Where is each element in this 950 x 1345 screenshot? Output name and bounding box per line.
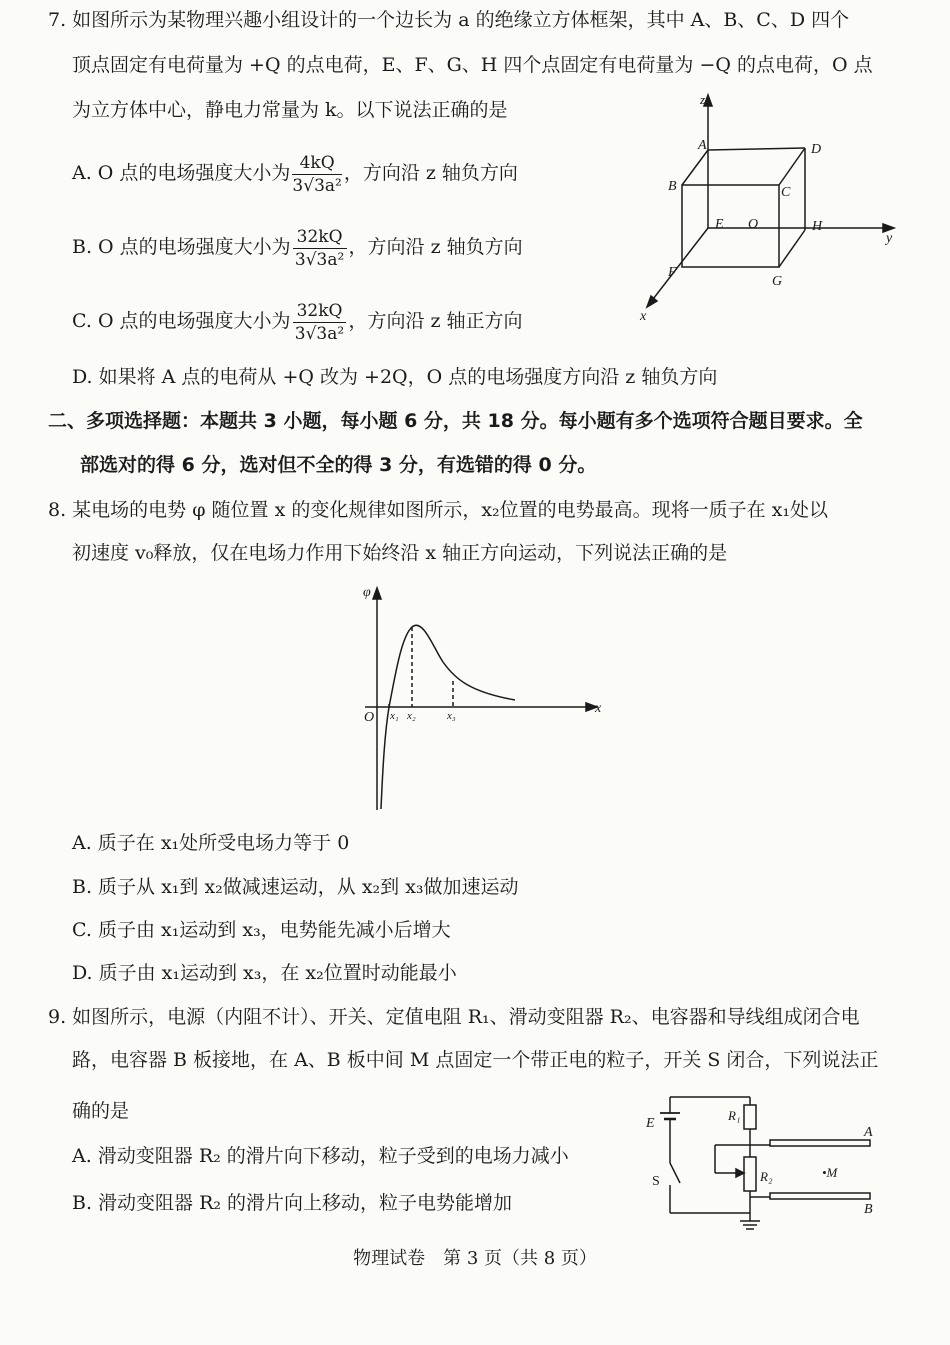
graph-label-x1: x₁: [390, 710, 399, 722]
graph-label-x3: x₃: [447, 710, 456, 722]
cube-label-c: C: [781, 185, 791, 200]
circuit-figure: [640, 1085, 900, 1235]
cube-label-h: H: [812, 219, 823, 234]
cube-label-y: y: [886, 231, 893, 246]
q7-option-a: A. O 点的电场强度大小为 $\frac{4kQ}{\text{3√3a²}}$ ，方向沿 z 轴负方向: [72, 152, 518, 196]
cube-label-f: F: [668, 265, 677, 280]
cube-label-e: E: [715, 217, 724, 232]
circuit-label-r2: R₂: [760, 1169, 773, 1184]
graph-label-phi: φ: [363, 585, 371, 600]
cube-label-z: z: [700, 92, 706, 107]
circuit-label-r1: R₁: [728, 1108, 741, 1123]
q7-stem-line1: 7. 如图所示为某物理兴趣小组设计的一个边长为 a 的绝缘立方体框架，其中 A、B、C、D 四个: [48, 9, 850, 31]
cube-label-a: A: [698, 138, 707, 153]
q7-b-fraction: $\frac{32kQ}{\text{3√3a²}}$: [293, 226, 347, 271]
cube-figure: [630, 88, 910, 328]
cube-label-b: B: [668, 179, 677, 194]
section2-heading-line2: 部选对的得 6 分，选对但不全的得 3 分，有选错的得 0 分。: [80, 454, 597, 476]
q7-c-fraction: $\frac{32kQ}{\text{3√3a²}}$: [293, 300, 347, 345]
q9-stem-line1: 9. 如图所示，电源（内阻不计）、开关、定值电阻 R₁、滑动变阻器 R₂、电容器和导线组成闭合电: [48, 1006, 860, 1028]
q9-option-a: A. 滑动变阻器 R₂ 的滑片向下移动，粒子受到的电场力减小: [72, 1145, 569, 1167]
cube-label-x: x: [640, 309, 647, 324]
q8-stem-line2: 初速度 v₀释放，仅在电场力作用下始终沿 x 轴正方向运动，下列说法正确的是: [72, 542, 728, 564]
potential-graph: [355, 582, 615, 817]
q8-stem-line1: 8. 某电场的电势 φ 随位置 x 的变化规律如图所示，x₂位置的电势最高。现将一质子在 x₁处以: [48, 499, 829, 521]
section2-heading-line1: 二、多项选择题：本题共 3 小题，每小题 6 分，共 18 分。每小题有多个选项符合题目要求。全: [48, 410, 863, 432]
circuit-label-s: S: [652, 1174, 660, 1189]
q7-option-d: D. 如果将 A 点的电荷从 +Q 改为 +2Q，O 点的电场强度方向沿 z 轴负方向: [72, 366, 718, 388]
cube-label-o: O: [748, 217, 759, 232]
q7-option-b: B. O 点的电场强度大小为 $\frac{32kQ}{\text{3√3a²}}$ ，方向沿 z 轴负方向: [72, 226, 523, 270]
q7-option-c: C. O 点的电场强度大小为 $\frac{32kQ}{\text{3√3a²}}$ ，方向沿 z 轴正方向: [72, 300, 523, 344]
cube-label-d: D: [811, 142, 822, 157]
circuit-label-e: E: [646, 1116, 655, 1131]
graph-label-origin: O: [364, 710, 375, 725]
q8-option-a: A. 质子在 x₁处所受电场力等于 0: [72, 832, 350, 854]
graph-label-x: x: [595, 701, 602, 716]
q9-option-b: B. 滑动变阻器 R₂ 的滑片向上移动，粒子电势能增加: [72, 1192, 513, 1214]
graph-label-x2: x₂: [407, 710, 416, 722]
cube-label-g: G: [772, 274, 783, 289]
q8-option-c: C. 质子由 x₁运动到 x₃，电势能先减小后增大: [72, 919, 451, 941]
q7-stem-line2: 顶点固定有电荷量为 +Q 的点电荷，E、F、G、H 四个点固定有电荷量为 −Q 的点电荷，O 点: [72, 54, 873, 76]
q7-a-fraction: $\frac{4kQ}{\text{3√3a²}}$: [292, 152, 342, 196]
q7-stem-line3: 为立方体中心，静电力常量为 k。以下说法正确的是: [72, 99, 508, 121]
circuit-label-b: B: [864, 1202, 873, 1217]
q8-option-b: B. 质子从 x₁到 x₂做减速运动，从 x₂到 x₃做加速运动: [72, 876, 519, 898]
circuit-label-a: A: [864, 1125, 873, 1140]
page-footer: 物理试卷 第 3 页（共 8 页）: [353, 1248, 597, 1269]
q9-stem-line2: 路，电容器 B 板接地，在 A、B 板中间 M 点固定一个带正电的粒子，开关 S 闭合，下列说法正: [72, 1049, 879, 1071]
q8-option-d: D. 质子由 x₁运动到 x₃，在 x₂位置时动能最小: [72, 962, 457, 984]
q9-stem-line3: 确的是: [72, 1100, 130, 1122]
circuit-label-m: •M: [822, 1165, 838, 1180]
